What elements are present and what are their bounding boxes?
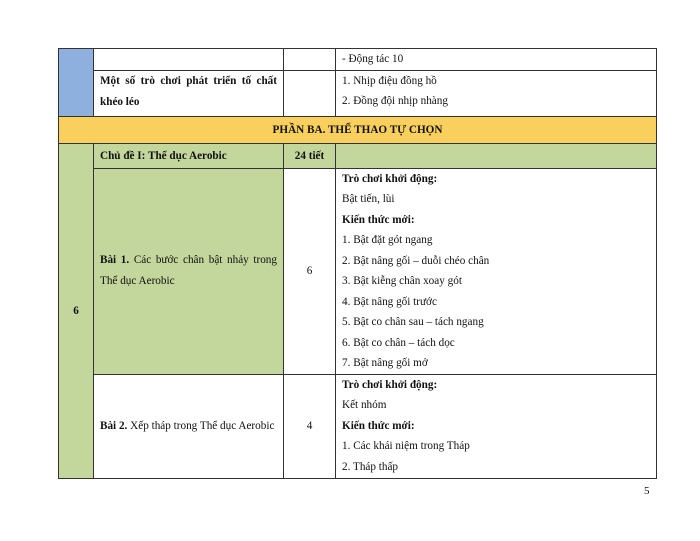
content-line: 5. Bật co chân sau – tách ngang — [342, 316, 484, 328]
knowledge-label: Kiến thức mới: — [342, 213, 415, 226]
topic-periods: 24 tiết — [284, 143, 336, 168]
content-cell — [336, 70, 657, 116]
lesson-name: Các bước chân bật nhảy trong Thể dục Aerobic — [100, 254, 277, 287]
table-row — [59, 143, 657, 168]
content-line: 6. Bật co chân – tách dọc — [342, 336, 455, 349]
content-line: 2. Bật nâng gối – duỗi chéo chân — [342, 254, 490, 267]
knowledge-label: Kiến thức mới: — [342, 419, 415, 432]
content-line: 2. Tháp thấp — [342, 460, 399, 473]
content-line: - Động tác 10 — [342, 53, 404, 65]
empty-cell — [284, 70, 336, 116]
table-row — [59, 70, 657, 116]
table-row — [59, 116, 657, 143]
content-line: 4. Bật nâng gối trước — [342, 295, 437, 308]
lesson-label: Bài 1. — [100, 254, 130, 266]
content-line: 1. Bật đặt gót ngang — [342, 234, 433, 246]
table-row — [59, 374, 657, 478]
lesson-name-cell — [94, 374, 284, 478]
warmup-label: Trò chơi khởi động: — [342, 378, 438, 391]
lesson-name: Xếp tháp trong Thể dục Aerobic — [130, 419, 275, 432]
section-header: PHẦN BA. THỂ THAO TỰ CHỌN — [59, 116, 657, 143]
curriculum-table — [58, 48, 657, 479]
table-row — [59, 49, 657, 71]
content-cell — [336, 49, 657, 71]
lesson-label: Bài 2. — [100, 419, 128, 432]
grade-cell-previous — [59, 49, 94, 117]
lesson-title: Một số trò chơi phát triển tố chất khéo léo — [100, 74, 277, 108]
topic-title: Chủ đề I: Thể dục Aerobic — [94, 143, 284, 168]
topic-empty-cell — [336, 143, 657, 168]
content-cell — [336, 168, 657, 374]
content-line: 7. Bật nâng gối mở — [342, 357, 428, 369]
content-cell — [336, 374, 657, 478]
content-line: 1. Các khái niệm trong Tháp — [342, 440, 470, 452]
content-line: 3. Bật kiễng chân xoay gót — [342, 275, 462, 287]
empty-cell — [284, 49, 336, 71]
content-line: 1. Nhịp điệu đồng hồ — [342, 74, 437, 87]
lesson-name-cell — [94, 168, 284, 374]
lesson-periods: 4 — [284, 374, 336, 478]
lesson-periods: 6 — [284, 168, 336, 374]
grade-cell: 6 — [59, 143, 94, 478]
page-number: 5 — [644, 485, 650, 497]
warmup-value: Bật tiến, lùi — [342, 193, 395, 205]
warmup-label: Trò chơi khởi động: — [342, 172, 438, 185]
table-row — [59, 168, 657, 374]
lesson-name-cell — [94, 70, 284, 116]
warmup-value: Kết nhóm — [342, 399, 387, 411]
empty-cell — [94, 49, 284, 71]
content-line: 2. Đồng đội nhịp nhàng — [342, 95, 448, 107]
